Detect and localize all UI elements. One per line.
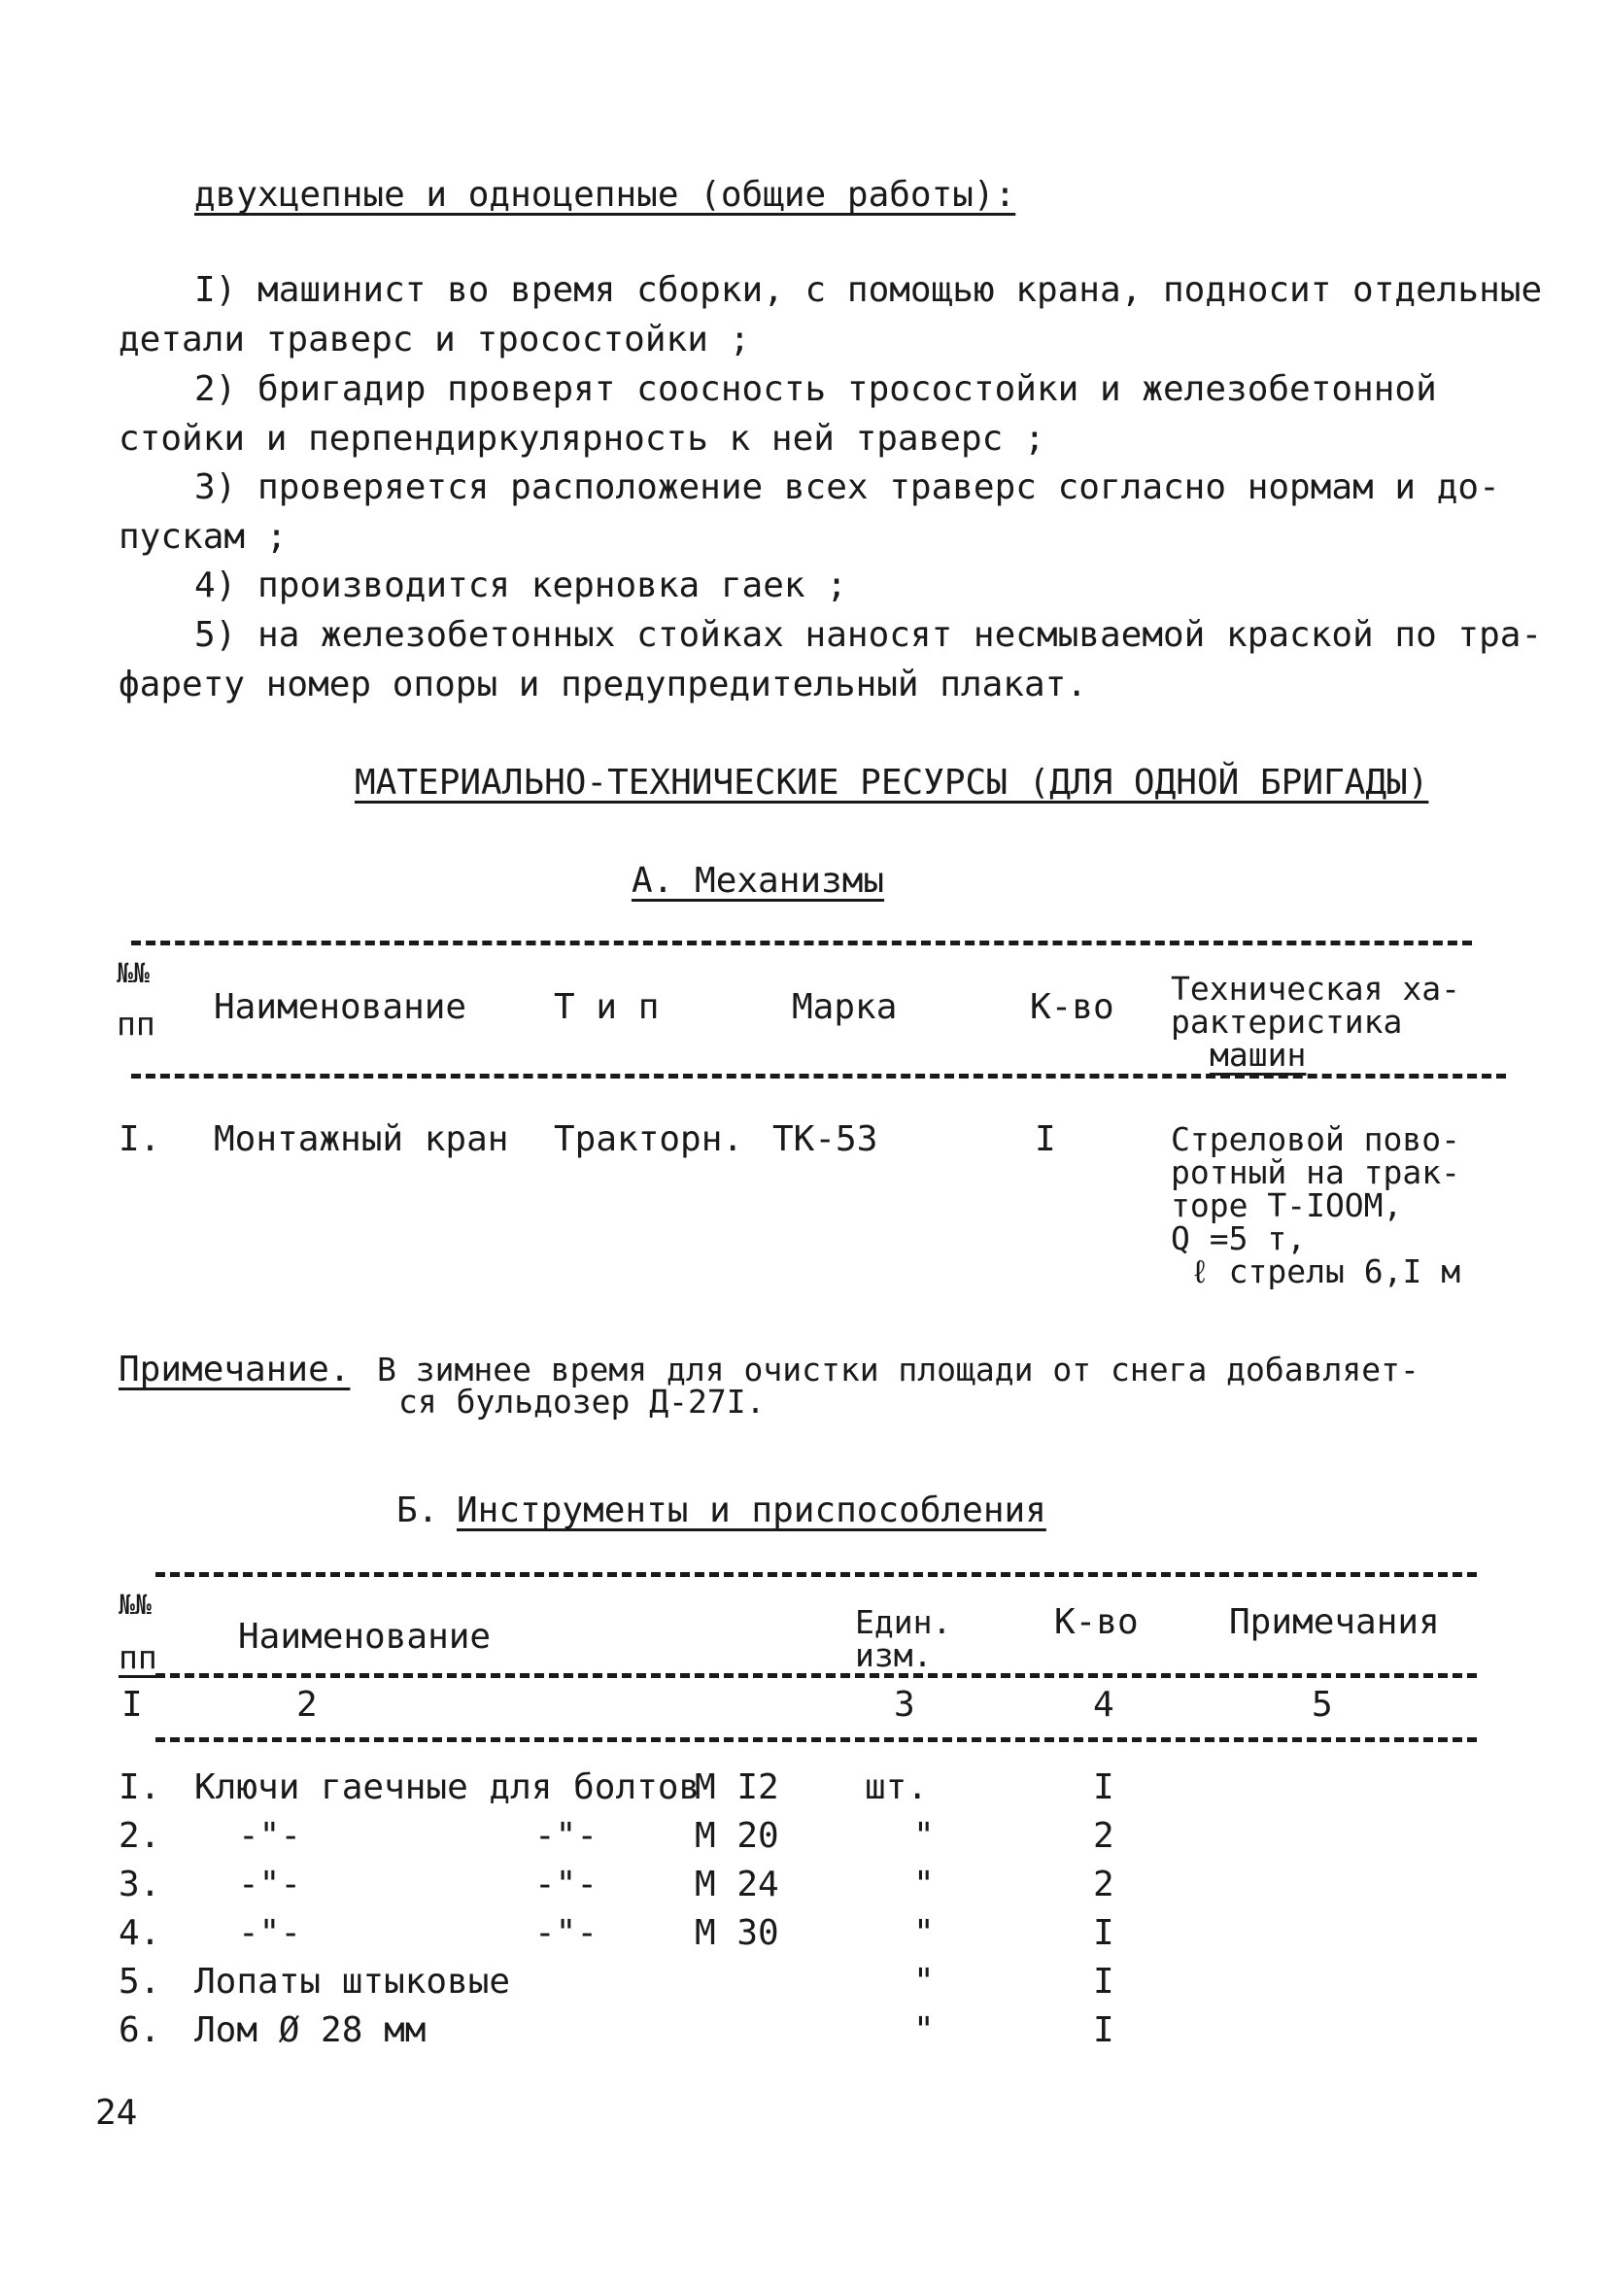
table-divider: [155, 1572, 1477, 1577]
resources-title: МАТЕРИАЛЬНО-ТЕХНИЧЕСКИЕ РЕСУРСЫ (ДЛЯ ОДНОЙ БРИГАДЫ): [355, 763, 1429, 803]
note-text: ся бульдозер Д-27I.: [398, 1383, 766, 1421]
row-unit: ": [913, 2010, 935, 2050]
row-no: 3.: [119, 1865, 161, 1904]
list-item-continuation: стойки и перпендиркулярность к ней траверс ;: [119, 419, 1045, 459]
note-text: В зимнее время для очистки площади от снега добавляет-: [377, 1351, 1419, 1388]
row-ditto: -"-: [534, 1865, 598, 1904]
table-cell-spec: Стреловой пово-: [1171, 1120, 1461, 1158]
col-header-type: Т и п: [554, 987, 660, 1027]
row-ditto: -"-: [534, 1816, 598, 1856]
table-cell-spec: торе Т-IOOM,: [1171, 1186, 1403, 1224]
table-cell-brand: ТК-53: [772, 1119, 878, 1159]
row-name: -"-: [238, 1913, 302, 1953]
list-item: I) машинист во время сборки, с помощью крана, подносит отдельные: [194, 270, 1543, 310]
tools-title-prefix: Б.: [396, 1491, 439, 1530]
col-header-spec: рактеристика: [1171, 1003, 1403, 1041]
table-cell-type: Тракторн.: [554, 1119, 744, 1159]
list-item: 2) бригадир проверят соосность тросостойки и железобетонной: [194, 369, 1437, 409]
col-header-qty: К-во: [1030, 987, 1114, 1027]
mechanisms-title: А. Механизмы: [632, 861, 885, 901]
row-ditto: -"-: [534, 1913, 598, 1953]
table-cell-spec: ротный на трак-: [1171, 1153, 1461, 1191]
row-size: M 24: [695, 1865, 779, 1904]
col-header-name: Наименование: [238, 1617, 492, 1657]
row-name: Лом Ø 28 мм: [194, 2010, 427, 2050]
col-header-no: пп: [117, 1005, 155, 1043]
col-number: 2: [296, 1685, 318, 1725]
row-qty: I: [1093, 1913, 1114, 1953]
list-item-continuation: пускам ;: [119, 517, 288, 557]
row-name: Лопаты штыковые: [194, 1962, 511, 2002]
row-no: 4.: [119, 1913, 161, 1953]
list-item-continuation: детали траверс и тросостойки ;: [119, 320, 751, 360]
row-name: -"-: [238, 1865, 302, 1904]
row-qty: I: [1093, 1767, 1114, 1807]
col-number: I: [121, 1685, 143, 1725]
row-qty: 2: [1093, 1865, 1114, 1904]
col-header-no: №№: [117, 957, 150, 989]
row-unit: ": [913, 1913, 935, 1953]
col-header-spec: Техническая ха-: [1171, 970, 1461, 1008]
col-header-name: Наименование: [214, 987, 467, 1027]
row-unit: ": [913, 1962, 935, 2002]
note-label: Примечание.: [119, 1350, 351, 1389]
row-name: Ключи гаечные для болтов: [194, 1767, 701, 1807]
tools-title: Инструменты и приспособления: [457, 1491, 1046, 1530]
table-cell-no: I.: [119, 1119, 161, 1159]
table-cell-spec: Q =5 т,: [1171, 1219, 1307, 1257]
row-size: M 30: [695, 1913, 779, 1953]
col-header-unit: изм.: [855, 1636, 933, 1674]
row-no: I.: [119, 1767, 161, 1807]
row-no: 6.: [119, 2010, 161, 2050]
row-qty: 2: [1093, 1816, 1114, 1856]
row-size: M 20: [695, 1816, 779, 1856]
row-unit: ": [913, 1816, 935, 1856]
list-item: 4) производится керновка гаек ;: [194, 565, 847, 605]
table-divider: [131, 1074, 1506, 1079]
table-divider: [155, 1673, 1477, 1678]
list-item-continuation: фарету номер опоры и предупредительный плакат.: [119, 665, 1087, 704]
row-unit: шт.: [865, 1767, 929, 1807]
col-header-qty: К-во: [1054, 1602, 1139, 1642]
row-no: 5.: [119, 1962, 161, 2002]
page-number: 24: [95, 2093, 138, 2133]
table-cell-spec: ℓ стрелы 6,I м: [1190, 1252, 1461, 1290]
col-number: 5: [1312, 1685, 1333, 1725]
list-item: 3) проверяется расположение всех траверс согласно нормам и до-: [194, 467, 1500, 507]
table-cell-name: Монтажный кран: [214, 1119, 509, 1159]
col-header-brand: Марка: [792, 987, 898, 1027]
row-name: -"-: [238, 1816, 302, 1856]
table-divider: [131, 941, 1472, 945]
row-qty: I: [1093, 1962, 1114, 2002]
col-header-notes: Примечания: [1229, 1602, 1440, 1642]
row-qty: I: [1093, 2010, 1114, 2050]
row-size: M I2: [695, 1767, 779, 1807]
table-divider: [155, 1737, 1477, 1742]
col-number: 3: [894, 1685, 915, 1725]
col-header-no: №№: [119, 1589, 152, 1621]
col-header-unit: Един.: [855, 1603, 952, 1641]
col-header-no: пп: [119, 1638, 157, 1676]
row-unit: ": [913, 1865, 935, 1904]
table-cell-qty: I: [1035, 1119, 1056, 1159]
list-item: 5) на железобетонных стойках наносят несмываемой краской по тра-: [194, 615, 1543, 655]
col-number: 4: [1093, 1685, 1114, 1725]
row-no: 2.: [119, 1816, 161, 1856]
section-heading: двухцепные и одноцепные (общие работы):: [194, 175, 1016, 215]
col-header-spec: машин: [1210, 1036, 1307, 1074]
